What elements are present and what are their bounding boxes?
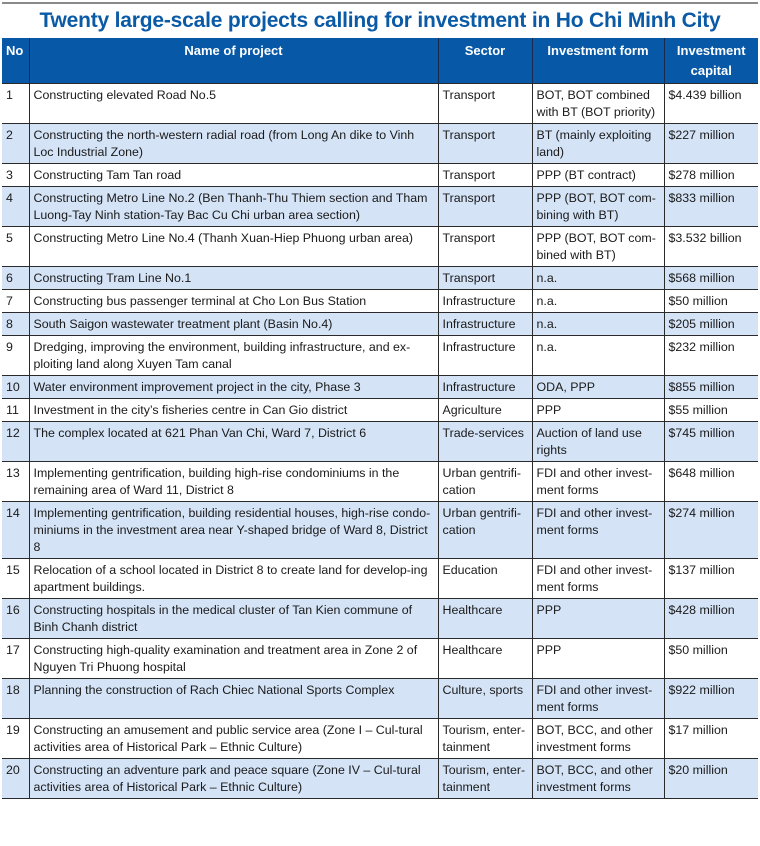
cell-no: 6 [2,267,29,290]
cell-sector: Infrastructure [438,376,532,399]
cell-investment-form: PPP (BT contract) [532,164,664,187]
table-row [2,124,758,164]
cell-project-name: Constructing the north-western radial road (from Long An dike to Vinh Loc Industrial Zone) [29,124,438,164]
cell-project-name: Implementing gentrification, building residential houses, high-rise condo-miniums in the investment area near Y-shaped bridge of Ward 8, District 8 [29,502,438,559]
cell-no: 11 [2,399,29,422]
cell-project-name: Relocation of a school located in District 8 to create land for develop-ing apartment buildings. [29,559,438,599]
cell-sector: Transport [438,164,532,187]
cell-sector: Education [438,559,532,599]
cell-no: 9 [2,336,29,376]
table-body [2,84,758,799]
cell-investment-form: BT (mainly exploiting land) [532,124,664,164]
cell-investment-capital: $855 million [664,376,758,399]
table-row [2,376,758,399]
projects-table [2,38,758,799]
cell-no: 8 [2,313,29,336]
cell-investment-form: n.a. [532,290,664,313]
table-row [2,227,758,267]
cell-investment-capital: $232 million [664,336,758,376]
cell-investment-form: PPP [532,639,664,679]
cell-sector: Infrastructure [438,313,532,336]
cell-sector: Infrastructure [438,336,532,376]
cell-investment-capital: $55 million [664,399,758,422]
cell-no: 16 [2,599,29,639]
header-investment-capital: Investment capital [664,38,758,84]
cell-sector: Tourism, enter-tainment [438,759,532,799]
cell-investment-form: BOT, BCC, and other investment forms [532,719,664,759]
cell-investment-form: BOT, BOT combined with BT (BOT priority) [532,84,664,124]
cell-sector: Urban gentrifi-cation [438,462,532,502]
table-row [2,187,758,227]
header-investment-form: Investment form [532,38,664,84]
table-row [2,559,758,599]
cell-no: 17 [2,639,29,679]
cell-project-name: Constructing an adventure park and peace square (Zone IV – Cul-tural activities area of Historical Park – Ethnic Culture) [29,759,438,799]
table-row [2,599,758,639]
cell-no: 5 [2,227,29,267]
table-row [2,719,758,759]
table-row [2,290,758,313]
table-row [2,164,758,187]
cell-sector: Agriculture [438,399,532,422]
header-name: Name of project [29,38,438,84]
cell-no: 7 [2,290,29,313]
cell-project-name: Constructing hospitals in the medical cluster of Tan Kien commune of Binh Chanh district [29,599,438,639]
cell-sector: Transport [438,227,532,267]
cell-sector: Transport [438,267,532,290]
cell-sector: Transport [438,124,532,164]
cell-sector: Culture, sports [438,679,532,719]
cell-project-name: Constructing Metro Line No.4 (Thanh Xuan-Hiep Phuong urban area) [29,227,438,267]
header-sector: Sector [438,38,532,84]
table-row [2,336,758,376]
cell-investment-form: FDI and other invest-ment forms [532,502,664,559]
cell-investment-capital: $17 million [664,719,758,759]
table-row [2,502,758,559]
cell-project-name: Constructing Tam Tan road [29,164,438,187]
cell-project-name: Constructing Tram Line No.1 [29,267,438,290]
cell-investment-form: n.a. [532,267,664,290]
cell-investment-capital: $50 million [664,639,758,679]
cell-project-name: Implementing gentrification, building high-rise condominiums in the remaining area of Ward 11, District 8 [29,462,438,502]
cell-investment-capital: $428 million [664,599,758,639]
table-row [2,422,758,462]
cell-project-name: Constructing Metro Line No.2 (Ben Thanh-Thu Thiem section and Tham Luong-Tay Ninh station-Tay Bac Cu Chi urban area section) [29,187,438,227]
cell-project-name: South Saigon wastewater treatment plant (Basin No.4) [29,313,438,336]
cell-sector: Transport [438,84,532,124]
cell-no: 19 [2,719,29,759]
table-row [2,84,758,124]
cell-project-name: Investment in the city’s fisheries centre in Can Gio district [29,399,438,422]
cell-investment-capital: $20 million [664,759,758,799]
cell-investment-capital: $278 million [664,164,758,187]
cell-investment-form: PPP [532,599,664,639]
table-row [2,759,758,799]
cell-project-name: Dredging, improving the environment, building infrastructure, and ex-ploiting land along Xuyen Tam canal [29,336,438,376]
cell-project-name: Constructing high-quality examination and treatment area in Zone 2 of Nguyen Tri Phuong hospital [29,639,438,679]
cell-investment-capital: $833 million [664,187,758,227]
cell-project-name: Constructing an amusement and public service area (Zone I – Cul-tural activities area of Historical Park – Ethnic Culture) [29,719,438,759]
cell-investment-form: n.a. [532,313,664,336]
cell-investment-form: n.a. [532,336,664,376]
cell-investment-capital: $205 million [664,313,758,336]
cell-project-name: The complex located at 621 Phan Van Chi, Ward 7, District 6 [29,422,438,462]
cell-investment-capital: $568 million [664,267,758,290]
cell-sector: Healthcare [438,599,532,639]
cell-no: 14 [2,502,29,559]
cell-investment-capital: $50 million [664,290,758,313]
cell-no: 18 [2,679,29,719]
cell-investment-capital: $648 million [664,462,758,502]
cell-investment-capital: $137 million [664,559,758,599]
cell-investment-capital: $4.439 billion [664,84,758,124]
cell-project-name: Constructing bus passenger terminal at Cho Lon Bus Station [29,290,438,313]
cell-investment-capital: $227 million [664,124,758,164]
cell-no: 1 [2,84,29,124]
cell-sector: Urban gentrifi-cation [438,502,532,559]
cell-project-name: Water environment improvement project in the city, Phase 3 [29,376,438,399]
cell-project-name: Planning the construction of Rach Chiec National Sports Complex [29,679,438,719]
table-row [2,639,758,679]
cell-investment-form: FDI and other invest-ment forms [532,679,664,719]
cell-sector: Trade-services [438,422,532,462]
table-row [2,399,758,422]
cell-investment-capital: $3.532 billion [664,227,758,267]
cell-no: 10 [2,376,29,399]
cell-no: 15 [2,559,29,599]
header-no: No [2,38,29,84]
document-frame [2,2,758,846]
table-row [2,313,758,336]
cell-sector: Transport [438,187,532,227]
cell-no: 12 [2,422,29,462]
cell-no: 4 [2,187,29,227]
cell-no: 20 [2,759,29,799]
cell-investment-form: PPP (BOT, BOT com-bined with BT) [532,227,664,267]
table-header-row [2,38,758,84]
cell-investment-form: Auction of land use rights [532,422,664,462]
table-row [2,462,758,502]
cell-sector: Tourism, enter-tainment [438,719,532,759]
cell-investment-form: PPP (BOT, BOT com-bining with BT) [532,187,664,227]
table-row [2,267,758,290]
cell-no: 2 [2,124,29,164]
cell-sector: Healthcare [438,639,532,679]
cell-investment-capital: $274 million [664,502,758,559]
cell-investment-form: PPP [532,399,664,422]
page-title: Twenty large-scale projects calling for investment in Ho Chi Minh City [39,9,721,32]
cell-investment-capital: $745 million [664,422,758,462]
cell-investment-capital: $922 million [664,679,758,719]
cell-investment-form: BOT, BCC, and other investment forms [532,759,664,799]
cell-no: 13 [2,462,29,502]
cell-investment-form: ODA, PPP [532,376,664,399]
cell-investment-form: FDI and other invest-ment forms [532,462,664,502]
cell-no: 3 [2,164,29,187]
cell-investment-form: FDI and other invest-ment forms [532,559,664,599]
cell-project-name: Constructing elevated Road No.5 [29,84,438,124]
cell-sector: Infrastructure [438,290,532,313]
table-row [2,679,758,719]
